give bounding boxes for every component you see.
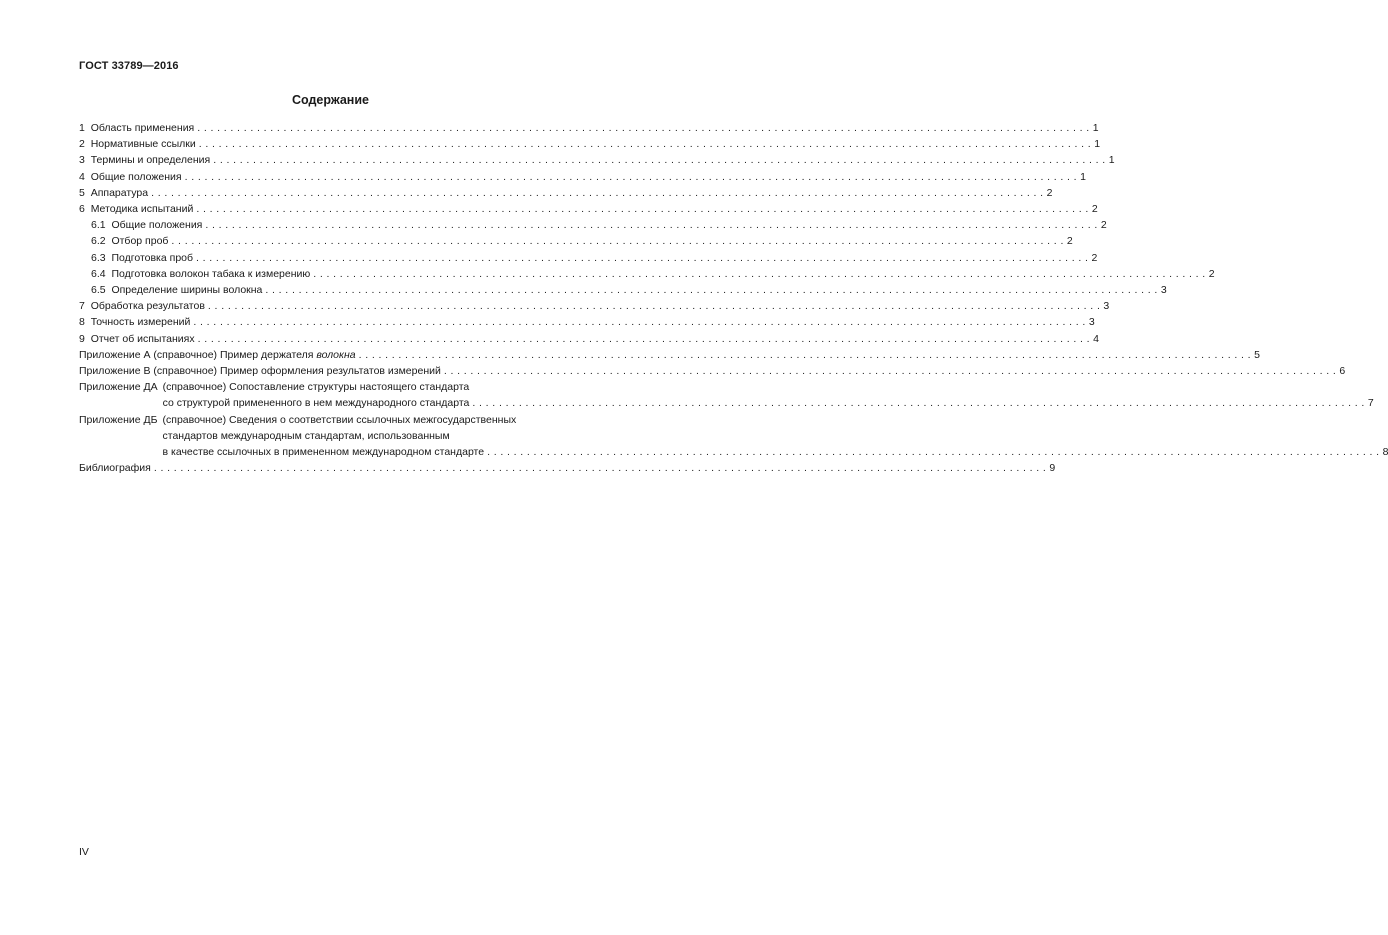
toc-entry-text: Отбор проб (111, 235, 169, 248)
toc-entry-3[interactable]: 3 Термины и определения . . . 1 (79, 152, 614, 168)
toc-leader (205, 217, 1097, 233)
toc-entry-text: Подготовка волокон табака к измерению (111, 267, 311, 280)
toc-leader (196, 250, 1088, 266)
toc-entry-text: Обработка результатов (90, 300, 205, 313)
toc-leader (154, 460, 1046, 476)
toc-page-number: 1 (1092, 122, 1099, 134)
toc-leader (359, 347, 1251, 363)
toc-entry-text: Аппаратура (90, 186, 149, 199)
toc-page-number: 2 (1091, 251, 1098, 264)
toc-entry-8[interactable]: 8 Точность измерений . . . 3 (79, 314, 614, 330)
toc-entry-text: Подготовка проб (111, 251, 194, 264)
toc-page-number: 2 (1100, 219, 1107, 232)
toc-entry-text: Методика испытаний (90, 203, 194, 216)
toc-page-number: 9 (1049, 462, 1056, 475)
toc-leader (185, 169, 1077, 185)
toc-entry-text: Термины и определения (90, 154, 211, 167)
toc-appendix-label: Приложение ДБ (79, 413, 158, 426)
toc-entry-6-2[interactable]: 6.2 Отбор проб . . . 2 (79, 233, 614, 249)
toc-leader (196, 201, 1088, 217)
toc-entry-text: Общие положения (111, 219, 203, 232)
toc-entry-text: стандартов международным стандартам, использованным (162, 429, 450, 442)
toc-entry-text: (справочное) Сведения о соответствии ссылочных межгосударственных (162, 413, 517, 426)
toc-entry-text: Отчет об испытаниях (90, 332, 195, 345)
toc-entry-text: в качестве ссылочных в примененном международном стандарте (162, 446, 485, 459)
toc-entry-9[interactable]: 9 Отчет об испытаниях . . . 4 (79, 331, 614, 347)
toc-leader (472, 395, 1364, 411)
toc-page-number: 8 (1382, 446, 1388, 459)
toc-entry-6-1[interactable]: 6.1 Общие положения . . . 2 (79, 217, 614, 233)
toc-page-number: 5 (1254, 348, 1260, 361)
toc-entry-text: Точность измерений (90, 316, 191, 329)
toc-leader (265, 282, 1157, 298)
toc-leader (444, 363, 1336, 379)
page-number: IV (79, 846, 89, 858)
toc-leader (213, 152, 1105, 168)
toc-entry-text: Библиография (79, 462, 151, 475)
toc-appendix-da[interactable] (79, 379, 1374, 411)
toc-appendix-db[interactable] (79, 412, 1388, 461)
toc-page-number: 2 (1046, 186, 1053, 199)
toc-page-number: 2 (1066, 235, 1073, 248)
toc-entry-4[interactable]: 4 Общие положения . . . 1 (79, 169, 614, 185)
toc-entry-6-5[interactable]: 6.5 Определение ширины волокна . . . 3 (79, 282, 614, 298)
toc-page-number: 7 (1367, 397, 1374, 410)
toc-page-number: 2 (1091, 203, 1098, 216)
table-of-contents (79, 120, 1388, 476)
toc-leader (171, 233, 1063, 249)
toc-appendix-label: Приложение ДА (79, 381, 158, 394)
toc-bibliography[interactable] (79, 460, 1056, 476)
toc-entry-text: со структурой примененного в нем международного стандарта (162, 397, 470, 410)
toc-page-number: 1 (1094, 138, 1101, 151)
toc-leader (199, 136, 1091, 152)
toc-entry-italic: волокна (316, 348, 356, 361)
toc-entry-text: (справочное) Сопоставление структуры настоящего стандарта (162, 381, 470, 394)
toc-leader (313, 266, 1205, 282)
toc-leader (208, 298, 1100, 314)
toc-leader (193, 314, 1085, 330)
toc-entry-text: Определение ширины волокна (111, 284, 263, 297)
toc-page-number: 2 (1208, 267, 1215, 280)
toc-entry-1[interactable]: 1 Область применения . . . 1 (79, 120, 614, 136)
toc-appendix-b[interactable] (79, 363, 1346, 379)
toc-entry-text: Общие положения (90, 170, 182, 183)
toc-entry-6-4[interactable]: 6.4 Подготовка волокон табака к измерению . . . 2 (79, 266, 614, 282)
toc-entry-5[interactable]: 5 Аппаратура . . . 2 (79, 185, 614, 201)
toc-leader (197, 120, 1089, 136)
toc-entry-2[interactable]: 2 Нормативные ссылки . . . 1 (79, 136, 614, 152)
toc-page-number: 4 (1093, 332, 1099, 345)
toc-page-number: 1 (1080, 170, 1086, 183)
toc-page-number: 1 (1108, 154, 1115, 167)
toc-leader (487, 444, 1379, 460)
toc-page-number: 3 (1088, 316, 1095, 329)
toc-entry-7[interactable]: 7 Обработка результатов . . . 3 (79, 298, 614, 314)
toc-page-number: 3 (1103, 300, 1110, 313)
toc-page-number: 3 (1160, 284, 1167, 297)
toc-page-number: 6 (1339, 365, 1346, 378)
toc-entry-text: Область применения (90, 122, 195, 134)
toc-entry-text: Приложение А (справочное) Пример держателя (79, 348, 314, 361)
document-code: ГОСТ 33789—2016 (79, 60, 179, 72)
toc-leader (151, 185, 1043, 201)
toc-entry-text: Нормативные ссылки (90, 138, 196, 151)
toc-appendix-a[interactable] (79, 347, 1260, 363)
toc-entry-text: Приложение В (справочное) Пример оформления результатов измерений (79, 365, 441, 378)
toc-entry-6-3[interactable]: 6.3 Подготовка проб . . . 2 (79, 250, 614, 266)
toc-leader (198, 331, 1090, 347)
toc-entry-6[interactable]: 6 Методика испытаний . . . 2 (79, 201, 614, 217)
page-title: Содержание (291, 93, 369, 107)
